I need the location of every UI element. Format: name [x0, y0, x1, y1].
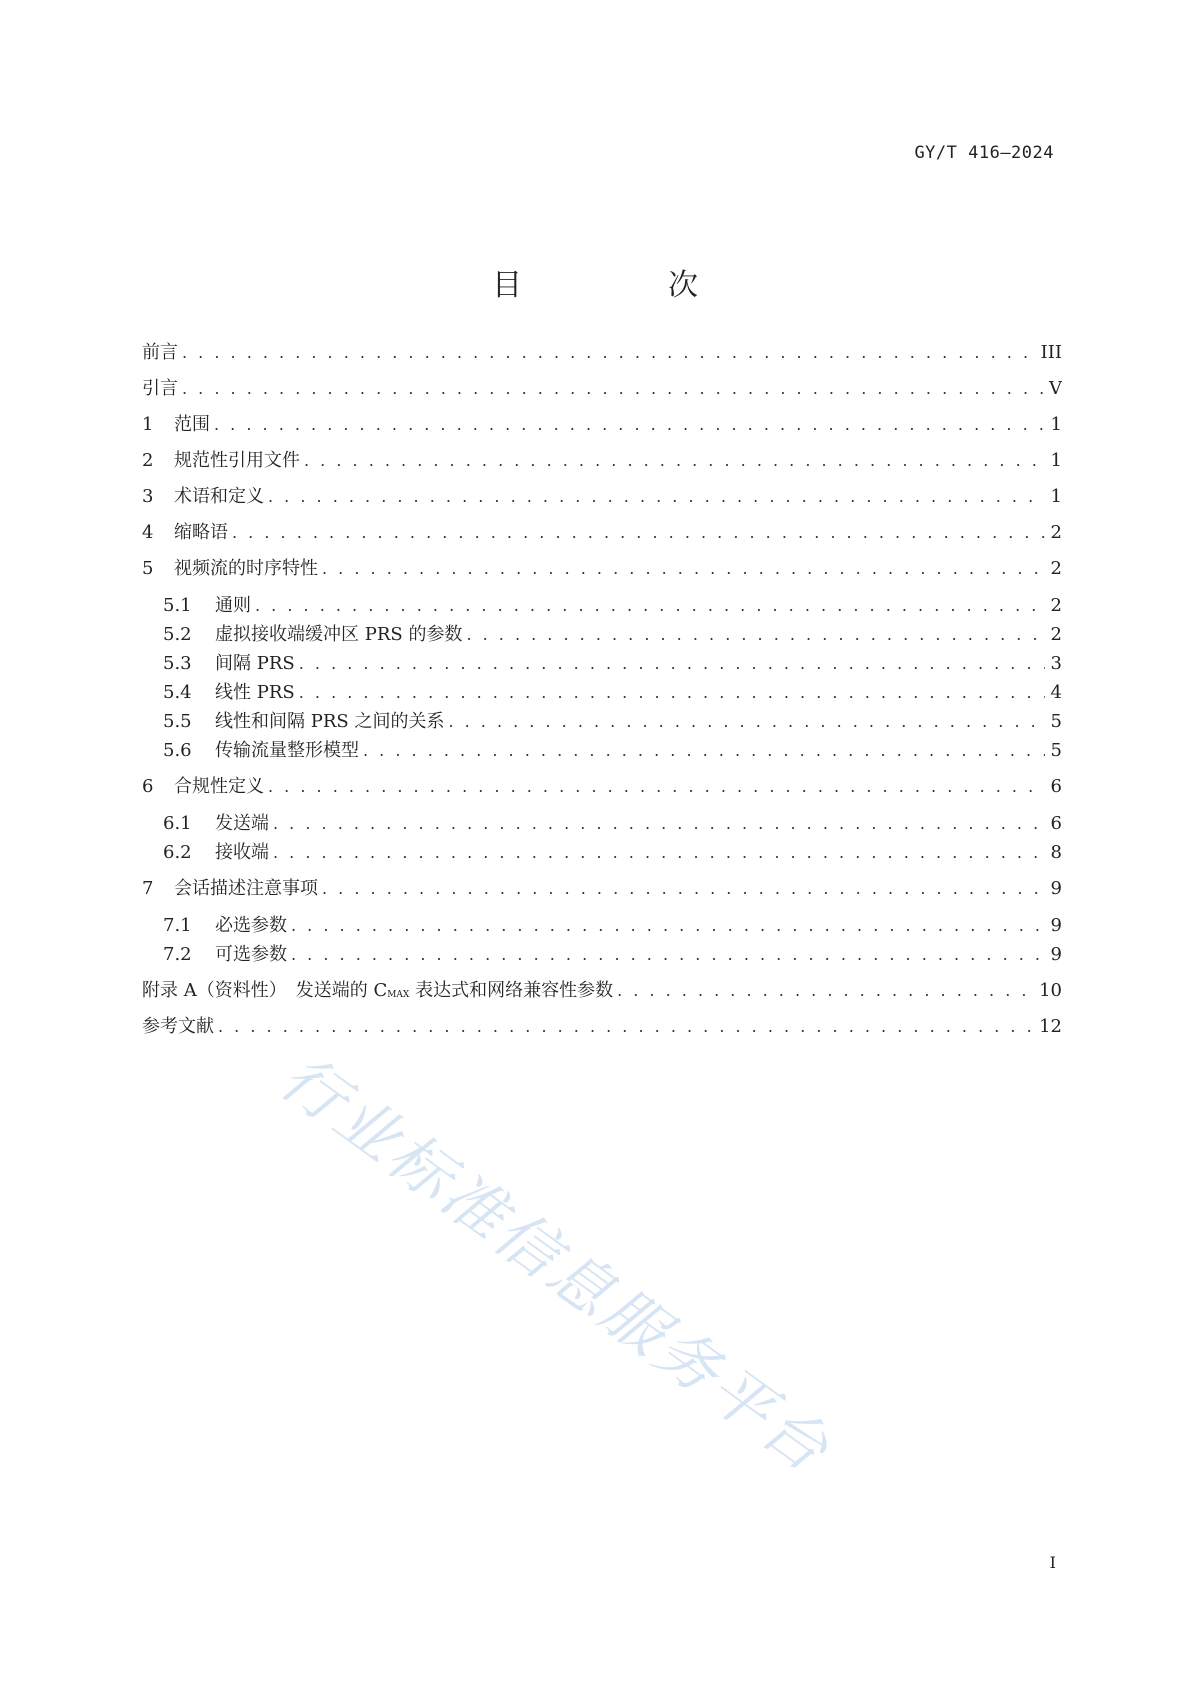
toc-leader-dots — [291, 916, 1045, 935]
toc-entry-title: 前言 — [142, 342, 178, 363]
document-code: GY/T 416—2024 — [914, 143, 1054, 163]
toc-entry-page: 2 — [1050, 595, 1062, 616]
toc-leader-dots — [182, 379, 1043, 398]
toc-entry-page: 12 — [1039, 1016, 1062, 1037]
toc-entry-title: 传输流量整形模型 — [215, 740, 359, 761]
toc-entry-page: 9 — [1050, 915, 1062, 936]
toc-entry-page: 10 — [1039, 980, 1062, 1001]
toc-entry-annex-a[interactable] — [142, 976, 1062, 1002]
toc-entry-title — [142, 976, 617, 1002]
toc-entry-number: 2 — [142, 450, 154, 471]
toc-entry-7[interactable] — [142, 874, 1062, 900]
toc-leader-dots — [218, 1017, 1033, 1036]
toc-entry-page: 4 — [1050, 682, 1062, 703]
toc-entry-6-1[interactable] — [163, 809, 1062, 835]
toc-entry-page: 9 — [1050, 878, 1062, 899]
toc-entry-5-3[interactable] — [163, 649, 1062, 675]
toc-entry-number: 6 — [142, 776, 154, 797]
toc-leader-dots — [448, 712, 1044, 731]
toc-entry-6[interactable] — [142, 772, 1062, 798]
toc-entry-number: 7.2 — [163, 944, 192, 965]
toc-entry-title: 术语和定义 — [174, 486, 264, 507]
toc-entry-number: 4 — [142, 522, 154, 543]
toc-entry-page: 2 — [1050, 558, 1062, 579]
toc-entry-number: 6.2 — [163, 842, 192, 863]
toc-entry-5-4[interactable] — [163, 678, 1062, 704]
toc-entry-7-1[interactable] — [163, 911, 1062, 937]
toc-leader-dots — [268, 487, 1045, 506]
toc-entry-page: 6 — [1050, 776, 1062, 797]
toc-entry-title: 接收端 — [215, 842, 269, 863]
toc-entry-5-5[interactable] — [163, 707, 1062, 733]
toc-entry-page: 2 — [1050, 522, 1062, 543]
toc-entry-number: 5.6 — [163, 740, 192, 761]
toc-entry-2[interactable] — [142, 446, 1062, 472]
toc-entry-page: V — [1049, 378, 1062, 399]
toc-entry-title: 会话描述注意事项 — [174, 878, 318, 899]
toc-leader-dots — [617, 981, 1033, 1000]
toc-entry-page: 1 — [1050, 450, 1062, 471]
toc-leader-dots — [232, 523, 1045, 542]
toc-entry-page: 1 — [1050, 486, 1062, 507]
toc-leader-dots — [273, 814, 1045, 833]
toc-leader-dots — [322, 879, 1045, 898]
toc-entry-page: 5 — [1050, 711, 1062, 732]
toc-entry-title: 必选参数 — [215, 915, 287, 936]
toc-entry-5-6[interactable] — [163, 736, 1062, 762]
toc-entry-page: 3 — [1050, 653, 1062, 674]
watermark: 行业标准信息服务平台 — [267, 1040, 845, 1488]
toc-entry-number: 7 — [142, 878, 154, 899]
toc-entry-number: 5.2 — [163, 624, 192, 645]
toc-entry-5-2[interactable] — [163, 620, 1062, 646]
toc-leader-dots — [255, 596, 1045, 615]
toc-entry-number: 5.1 — [163, 595, 192, 616]
toc-entry-3[interactable] — [142, 482, 1062, 508]
toc-entry-bibliography[interactable] — [142, 1012, 1062, 1038]
toc-entry-number: 5.4 — [163, 682, 192, 703]
toc-entry-7-2[interactable] — [163, 940, 1062, 966]
toc-entry-title: 线性 PRS — [215, 682, 295, 703]
toc-leader-dots — [273, 843, 1045, 862]
toc-entry-title: 参考文献 — [142, 1016, 214, 1037]
toc-entry-title: 通则 — [215, 595, 251, 616]
toc-leader-dots — [182, 343, 1035, 362]
toc-entry-title: 合规性定义 — [174, 776, 264, 797]
toc-entry-1[interactable] — [142, 410, 1062, 436]
toc-entry-page: 9 — [1050, 944, 1062, 965]
toc-entry-page: 1 — [1050, 414, 1062, 435]
toc-leader-dots — [299, 654, 1045, 673]
page-title: 目 次 — [492, 268, 756, 303]
toc-entry-page: 2 — [1050, 624, 1062, 645]
toc-entry-title: 引言 — [142, 378, 178, 399]
annex-title-tail: 表达式和网络兼容性参数 — [409, 980, 614, 1001]
toc-leader-dots — [299, 683, 1045, 702]
toc-entry-introduction[interactable] — [142, 374, 1062, 400]
toc-entry-number: 5.3 — [163, 653, 192, 674]
annex-title-head: 附录 A（资料性） 发送端的 C — [142, 980, 388, 1001]
toc-entry-title: 发送端 — [215, 813, 269, 834]
toc-entry-title: 间隔 PRS — [215, 653, 295, 674]
toc-leader-dots — [291, 945, 1045, 964]
toc-entry-5-1[interactable] — [163, 591, 1062, 617]
toc-entry-title: 虚拟接收端缓冲区 PRS 的参数 — [215, 624, 463, 645]
toc-entry-page: 8 — [1050, 842, 1062, 863]
toc-entry-title: 线性和间隔 PRS 之间的关系 — [215, 711, 445, 732]
toc-entry-number: 1 — [142, 414, 154, 435]
toc-entry-number: 5.5 — [163, 711, 192, 732]
toc-entry-foreword[interactable] — [142, 338, 1062, 364]
toc-entry-number: 6.1 — [163, 813, 192, 834]
toc-entry-page: III — [1040, 342, 1062, 363]
toc-leader-dots — [322, 559, 1045, 578]
toc-entry-number: 7.1 — [163, 915, 192, 936]
toc-entry-title: 范围 — [174, 414, 210, 435]
toc-entry-title: 规范性引用文件 — [174, 450, 300, 471]
toc-leader-dots — [214, 415, 1045, 434]
toc-entry-page: 6 — [1050, 813, 1062, 834]
toc-entry-title: 视频流的时序特性 — [174, 558, 318, 579]
toc-leader-dots — [466, 625, 1044, 644]
toc-entry-number: 3 — [142, 486, 154, 507]
toc-entry-number: 5 — [142, 558, 154, 579]
toc-entry-title: 缩略语 — [174, 522, 228, 543]
toc-entry-6-2[interactable] — [163, 838, 1062, 864]
toc-leader-dots — [363, 741, 1045, 760]
toc-leader-dots — [304, 451, 1045, 470]
toc-entry-title: 可选参数 — [215, 944, 287, 965]
toc-entry-4[interactable] — [142, 518, 1062, 544]
page-number: I — [1049, 1553, 1056, 1572]
toc-entry-5[interactable] — [142, 554, 1062, 580]
toc-leader-dots — [268, 777, 1045, 796]
toc-entry-page: 5 — [1050, 740, 1062, 761]
cmax-subscript: MAX — [387, 990, 410, 1000]
